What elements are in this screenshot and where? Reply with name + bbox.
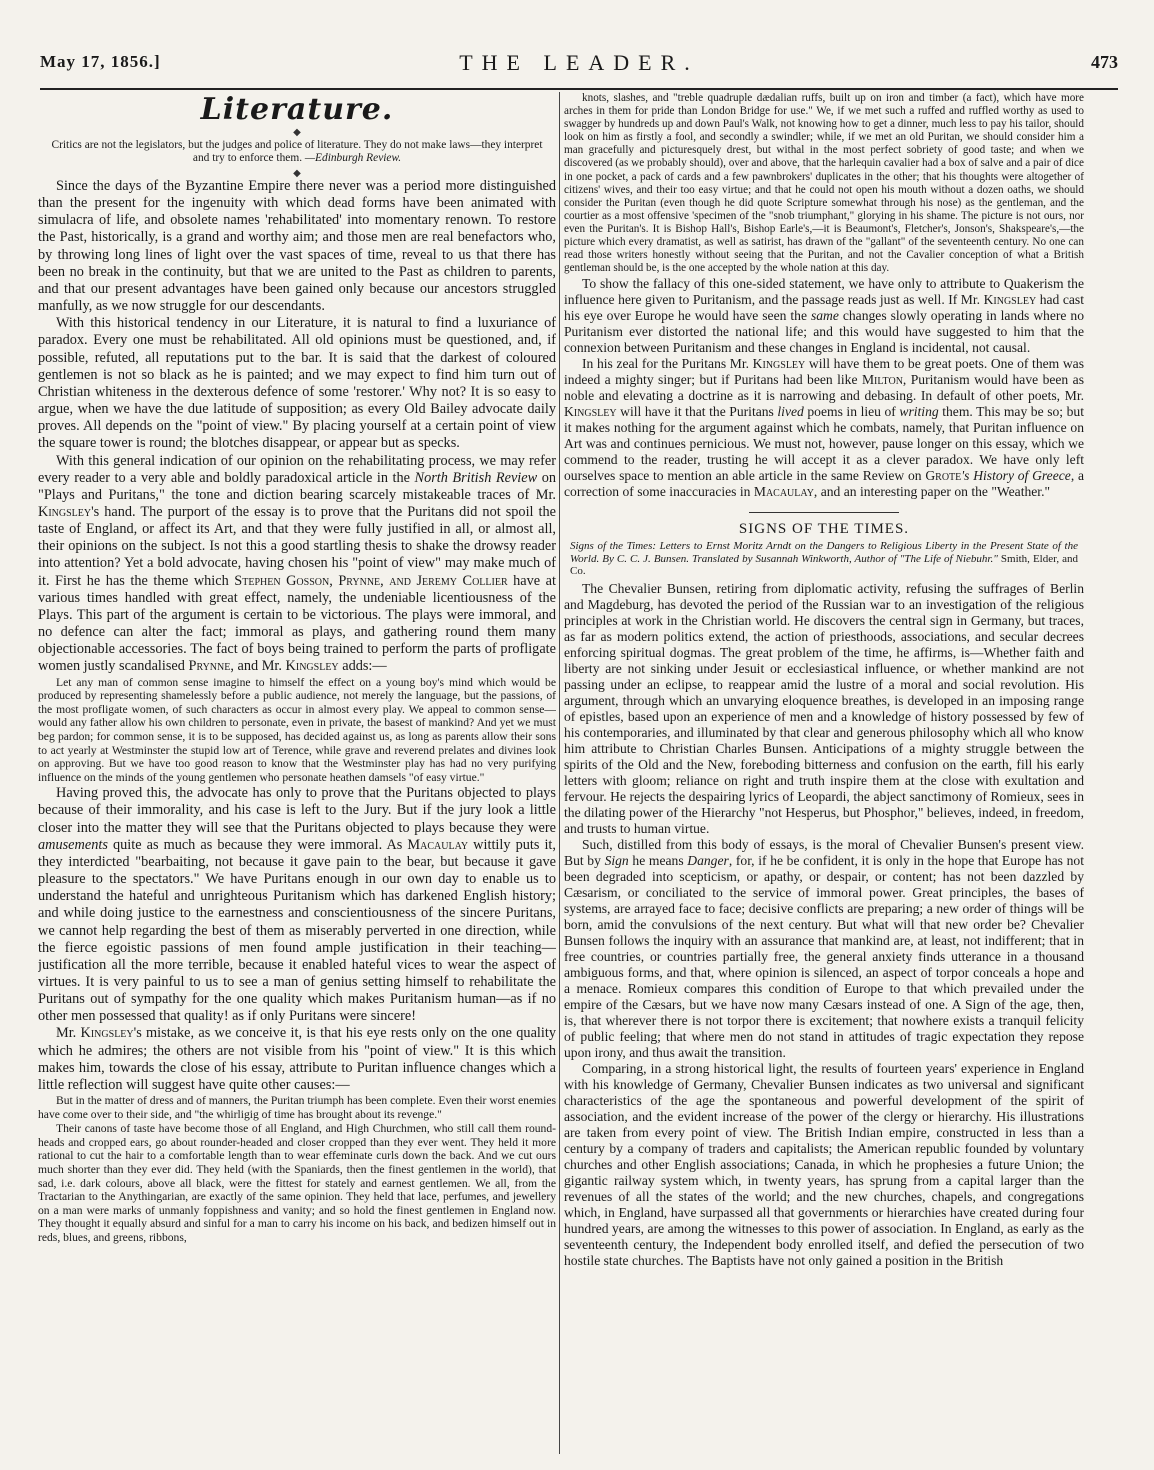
motto-source: —Edinburgh Review. [304, 151, 402, 164]
article-paragraph: Comparing, in a strong historical light, the results of fourteen years' experience in England with his knowledge of Germany, Chevalier Bunsen indicates as two universal and significant characteristics of the age the spontaneous and powerful development of the spirit of association, and the evident increase of the power of the clergy or hierarchy. His illustrations are taken from every point of view. The British Indian empire, constructed in less than a century by a company of traders and capitalists; the American republic founded by voluntary churches and other English associations; Canada, in which he prophesies a future Union; the gigantic railway system which, in twenty years, has sprung from a capital larger than the revenues of all the states of the world; and the new churches, chapels, and congregations which, in England, have surpassed all that governments or hierarchies have created during four hundred years, are among the witnesses to this power of association. In England, as early as the seventeenth century, the Independent body enrolled itself, and defied the persecution of two hostile state churches. The Baptists have not only gained a position in the British [564, 1060, 1084, 1268]
newspaper-title: THE LEADER. [459, 50, 699, 75]
article-paragraph: Having proved this, the advocate has only to prove that the Puritans objected to plays because of their immorality, and his case is left to the Jury. But if the jury look a little closer into the matter they will see that the Puritans objected to plays because they were amusements quite as much as because they were immoral. As Macaulay wittily puts it, they interdicted "bearbaiting, not because it gave pain to the bear, but because it gave pleasure to the spectators." We have Puritans enough in our own day to enable us to understand the hateful and unrighteous Puritanism which has darkened English history; and while doing justice to the earnestness and conscientiousness of the sincere Puritans, we cannot help regarding the best of them as miserably perverted in one direction, while the fierce egoistic passions of men found ample justification in their teaching—justification all the more terrible, because it enabled hateful vices to wear the aspect of virtues. It is very painful to us to see a man of genius setting himself to rehabilitate the Puritans out of sympathy for the one quality which makes Puritanism human—as if no other men possessed that quality! as if only Puritans were sincere! [38, 785, 556, 1025]
article-paragraph: With this historical tendency in our Literature, it is natural to find a luxuriance of paradox. Every one must be rehabilitated. All old opinions must be questioned, and, if possible, refuted, all reputations put to the bar. It is said that the darkest of coloured gentlemen is not so black as he is painted; and we may expect to find him turn out of Christian whiteness in the dexterous defence of some 'restorer.' Why not? It is so easy to argue, when we have the due latitude of supposition; as every Old Bailey advocate daily proves. All depends on the "point of view." By placing yourself at a certain point of view the square tower is round; the blotches disappear, or appear but as specks. [38, 315, 556, 452]
article-paragraph: In his zeal for the Puritans Mr. Kingsley will have them to be great poets. One of them was indeed a mighty singer; but if Puritans had been like Milton, Puritanism would have been as noble and elevating a doctrine as it is narrowing and debasing. In default of other poets, Mr. Kingsley will have it that the Puritans lived poems in lieu of writing them. This may be so; but it makes nothing for the argument against which he combats, namely, that Puritan influence on Art was and continues pernicious. We must not, however, pause longer on this essay, which we commend to the reader, trusting he will accept it as a clever paradox. We have only left ourselves space to mention an able article in the same Review on Grote's History of Greece, a correction of some inaccuracies in Macaulay, and an interesting paper on the "Weather." [564, 356, 1084, 500]
article-paragraph: To show the fallacy of this one-sided statement, we have only to attribute to Quakerism the influence here given to Puritanism, and the passage reads just as well. If Mr. Kingsley had cast his eye over Europe he would have seen the same changes slowly operating in lands where no Puritanism ever distorted the national life; and this would have suggested to him that the connexion between Puritanism and these changes in England is incidental, not causal. [564, 276, 1084, 356]
article-paragraph: Such, distilled from this body of essays, is the moral of Chevalier Bunsen's present view. But by Sign he means Danger, for, if he be confident, it is only in the hope that Europe has not been degraded into scepticism, or apathy, or despair, or content; has not been dazzled by Cæsarism, or conciliated to the service of immoral power. Great principles, the bases of systems, are arrayed face to face; decisive conflicts are preparing; a new order of things will be born, amid the convulsions of the next century. But what will that new order be? Chevalier Bunsen follows the inquiry with an assurance that mankind are, at least, not indifferent; that in free countries, or countries partially free, the general anxiety finds utterance in a thousand ambiguous forms, and that, where opinion is silenced, an aspect of torpor conceals a hope and a menace. Romieux compares this condition of Europe to that which prevailed under the empire of the Cæsars, but we have now many Cæsars instead of one. A Sign of the age, then, is, that wherever there is not torpor there is excitement; that nowhere exists a tranquil felicity of public feeling; that where men do not stand in attitudes of tragic expectation they repose upon irony, and thus await the transition. [564, 836, 1084, 1060]
page-number: 473 [1091, 52, 1118, 72]
book-citation: Signs of the Times: Letters to Ernst Moritz Arndt on the Dangers to Religious Liberty in the Present State of the World. By C. C. J. Bunsen. Translated by Susannah Winkworth, Author of "The Life of Niebuhr." Smith, Elder, and Co. [570, 540, 1079, 578]
article-paragraph: Since the days of the Byzantine Empire there never was a period more distinguished than the present for the ingenuity with which dead forms have been animated with simulacra of life, and obsolete names 'rehabilitated' into momentary renown. To restore the Past, historically, is a grand and worthy aim; and those men are real benefactors who, by throwing long lines of light over the vast spaces of time, reveal to us that there has been no break in the continuity, but that we are united to the Past as children to parents, and that our present advantages have been gained only because our ancestors struggled manfully, as we now struggle for our descendants. [38, 178, 556, 315]
ornament-icon-2: ◆ [293, 168, 301, 179]
name-prynne: Prynne [188, 658, 231, 675]
emphasis-danger: Danger [687, 852, 729, 868]
emphasis-sign: Sign [604, 852, 629, 868]
left-column [38, 92, 556, 1454]
section-motto [50, 139, 544, 164]
block-quote: Let any man of common sense imagine to himself the effect on a young boy's mind which would be produced by representing shamelessly before a public audience, not merely the language, but the passions, of the most profligate women, of such characters as occur in almost every play. We appeal to common sense—would any father allow his own children to personate, even in private, the basest of mankind? And yet we must beg pardon; for common sense, it is to be supposed, has decided against us, as long as parents allow their sons to act yearly at Westminster the stupid low art of Terence, while grave and reverend prelates and divines look on approving. But we have too good reason to know that the Westminster play has had no very purifying influence on the minds of the young gentlemen who personate heathen damsels "of easy virtue." [38, 675, 556, 784]
emphasis-same: same [810, 308, 839, 324]
name-macaulay: Macaulay [753, 484, 814, 500]
block-quote: But in the matter of dress and of manners, the Puritan triumph has been complete. Even their worst enemies have come over to their side, and "the whirligig of time has brought about its revenge." [38, 1094, 556, 1121]
name-kingsley: Kingsley [38, 503, 92, 520]
name-grote: Grote [925, 468, 962, 484]
article-heading: SIGNS OF THE TIMES. [738, 521, 910, 538]
article-paragraph: Mr. Kingsley's mistake, as we conceive it, is that his eye rests only on the one quality which he admires; the others are not visible from his "point of view." It is this which makes him, towards the close of his essay, attribute to Puritan influence changes which a little reflection will suggest have quite other causes:— [38, 1025, 556, 1093]
block-quote: Their canons of taste have become those of all England, and High Churchmen, who still call them round-heads and cropped ears, go about rounder-headed and closer cropped than they ever went. They held it more rational to cut the hair to a comfortable length than to wear effeminate curls down the back. And we cut ours much shorter than they ever did. They held (with the Spaniards, then the finest gentlemen in the world), that sad, i.e. dark colours, above all black, were the fittest for stately and earnest gentlemen. We all, from the Tractarian to the Anythingarian, are exactly of the same opinion. They held that lace, perfumes, and jewellery on a man were marks of unmanly foppishness and vanity; and so hold the finest gentlemen in England now. They thought it equally absurd and sinful for a man to carry his income on his back, and bedizen himself out in reds, blues, and greens, ribbons, [38, 1122, 556, 1245]
publisher: Smith, Elder, and Co. [570, 552, 1079, 578]
column-divider [559, 92, 560, 1454]
name-kingsley: Kingsley [752, 356, 806, 372]
name-macaulay: Macaulay [407, 836, 469, 853]
name-kingsley: Kingsley [564, 404, 617, 420]
article-paragraph: The Chevalier Bunsen, retiring from diplomatic activity, refusing the suffrages of Berlin and Magdeburg, has devoted the period of the Russian war to an investigation of the religious principles at work in the Christian world. He discovers the central sign in Germany, but traces, as far as modern politics extend, the action of priesthoods, associations, and secular decrees enforcing spiritual dogmas. The great problem of the time, he affirms, is—Whether faith and liberty are not sinking under Jesuit or ecclesiastical influence, or whether mankind are not passing under an eclipse, to reappear amid the lustre of a moral and social revolution. His argument, through which an unvarying eloquence breathes, is developed in an imposing range of epistles, based upon an experience of men and a knowledge of history possessed by few of his contemporaries, and illuminated by that clear and generous philosophy which all who know him attribute to Christian Charles Bunsen. Anticipations of a mighty struggle between the spirits of the Old and the New, foreboding bitterness and confusion on the earth, fill his early letters with gloom; reliance on right and truth inspire them at the close with exultation and fervour. He rejects the despairing lyrics of Leopardi, the abject sanctimony of Romieux, sees in the dilating power of the Hierarchy "not Hesperus, but Phosphor," believes, indeed, in freedom, and trusts to human virtue. [564, 580, 1084, 836]
name-kingsley: Kingsley [80, 1025, 134, 1042]
emphasis-amusements: amusements [38, 836, 108, 853]
names-puritan-critics: Stephen Gosson, Prynne, and Jeremy Collier [234, 572, 508, 589]
issue-date: May 17, 1856.] [40, 52, 161, 71]
name-milton: Milton [861, 372, 903, 388]
block-quote-continued: knots, slashes, and "treble quadruple dædalian ruffs, built up on iron and timber (a fact), which have more arches in them for pride than London Bridge for use." We, if we met such a ruffed and ruffled worthy as used to swagger by hundreds up and down Paul's Walk, not knowing how to get a dinner, much less to pay his tailor, should look on him as firstly a fool, and secondly a swindler; while, if we met an old Puritan, we should consider him a man gracefully and picturesquely drest, but withal in the most perfect sobriety of good taste; and when we discovered (as we probably should), over and above, that the harlequin cavalier had a box of salve and a pair of dice in one pocket, a pack of cards and a few pawnbrokers' duplicates in the other; that his thoughts were altogether of citizens' wives, and their too easy virtue; and that he could not open his mouth without a dozen oaths, we should consider the Puritan (even though he did quote Scripture somewhat through his nose) as the gentleman, and the courtier as a most offensive 'specimen of the "snob triumphant," glorying in his shame. The picture is not ours, nor even the Puritan's. It is Bishop Hall's, Bishop Earle's,—it is Beaumont's, Fletcher's, Jonson's, Shakspeare's,—the picture which every dramatist, as well as satirist, has drawn of the "gallant" of the seventeenth century. No one can read those writers honestly without seeing that the Puritan, and not the Cavalier conception of what a British gentleman should be, is the one accepted by the whole nation at this day. [564, 92, 1084, 275]
ornament-icon: ◆ [293, 127, 301, 138]
header-rule [40, 88, 1118, 90]
motto-text: Critics are not the legislators, but the judges and police of literature. They do not make laws—they interpret and try to enforce them. [51, 139, 543, 164]
article-divider [749, 512, 899, 513]
name-kingsley: Kingsley [983, 292, 1037, 308]
review-title: North British Review [414, 469, 538, 486]
right-column [564, 92, 1084, 1454]
page-header [40, 52, 1118, 78]
book-title-history: 's History of Greece [961, 468, 1071, 484]
emphasis-lived: lived [777, 404, 804, 420]
section-title: Literature. [200, 92, 394, 127]
name-kingsley: Kingsley [285, 658, 339, 675]
article-paragraph: With this general indication of our opinion on the rehabilitating process, we may refer every reader to a very able and boldly paradoxical article in the North British Review on "Plays and Puritans," the tone and diction bearing scarcely mistakeable traces of Mr. Kingsley's hand. The purport of the essay is to prove that the Puritans did not spoil the taste of England, or affect its Art, and that they were fully justified in all, or almost all, their opinions on the subject. Is not this a good startling thesis to shake the drowsy reader into attention? Yet a bold advocate, having chosen his "point of view" may make much of it. First he has the theme which Stephen Gosson, Prynne, and Jeremy Collier have at various times handled with great effect, namely, the undeniable licentiousness of the Plays. This part of the argument is certain to be victorious. The plays were immoral, and no defence can alter the fact; immoral as plays, and gathering round them many objectionable accessories. The fact of boys being trained to perform the parts of profligate women justly scandalised Prynne, and Mr. Kingsley adds:— [38, 452, 556, 675]
emphasis-writing: writing [899, 404, 939, 420]
